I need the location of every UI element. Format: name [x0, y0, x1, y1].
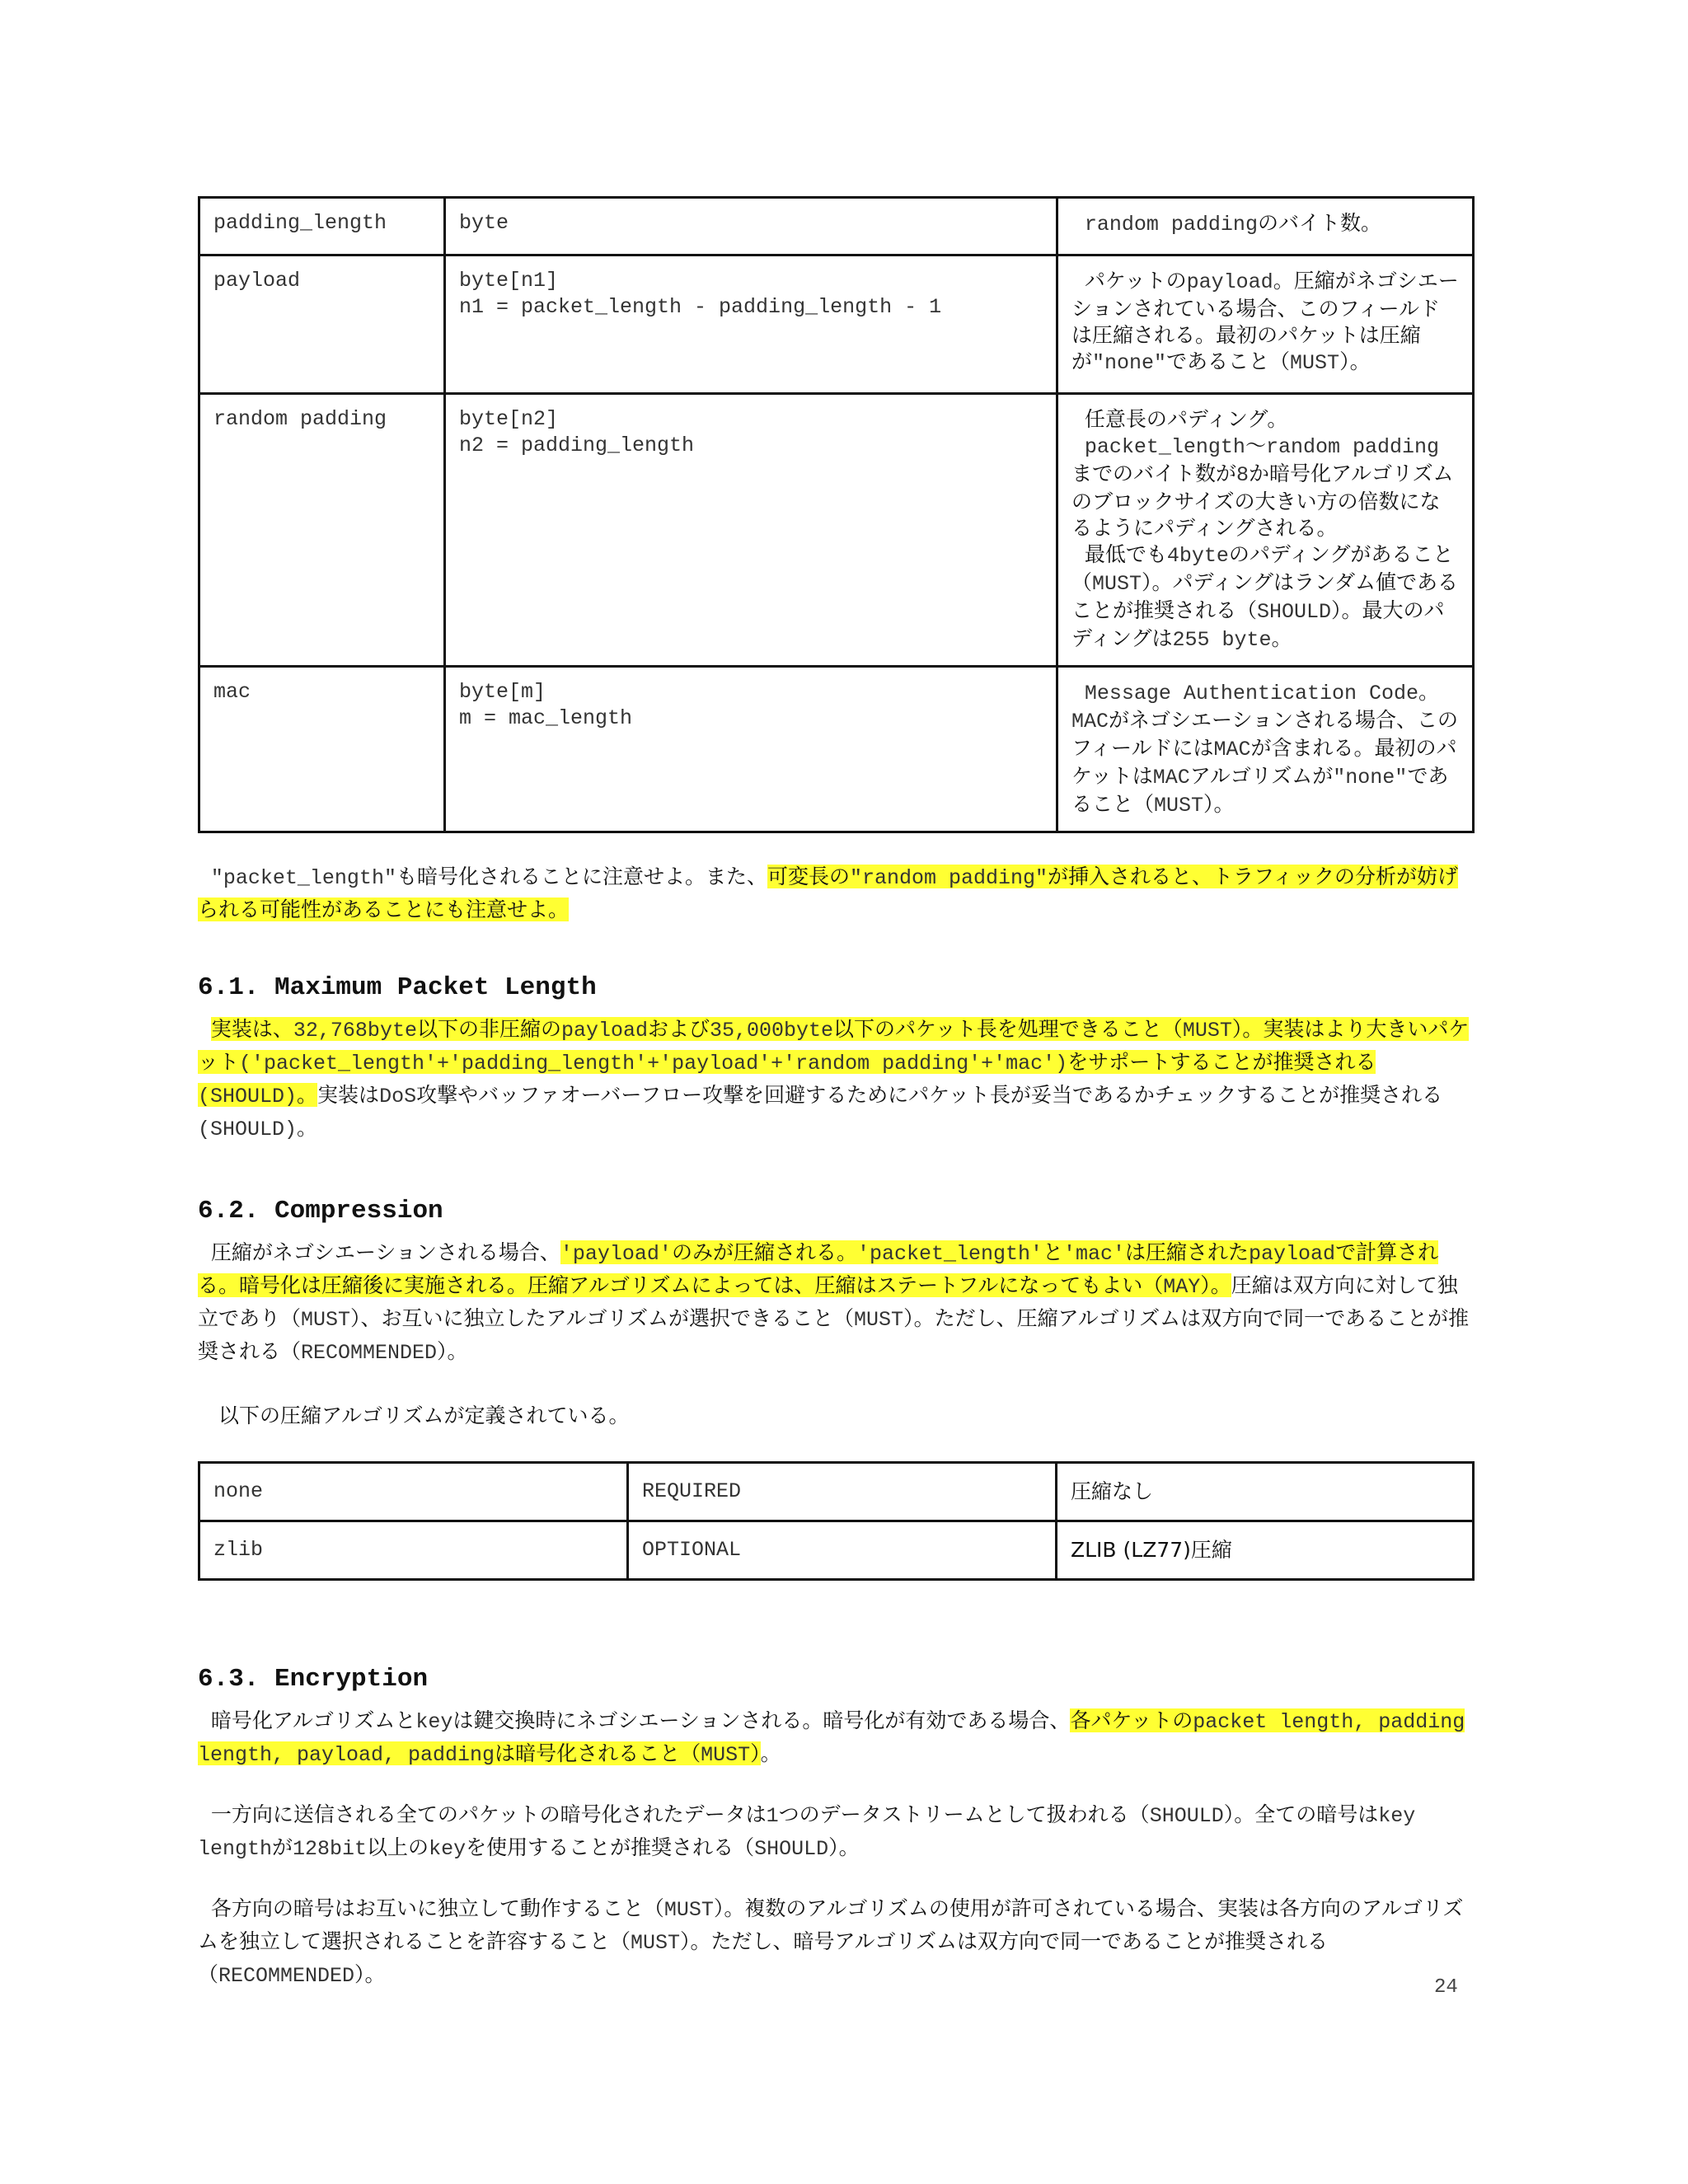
- compression-description: ZLIB (LZ77)圧縮: [1057, 1521, 1474, 1580]
- field-row: [199, 394, 1474, 667]
- compression-row: [199, 1521, 1474, 1580]
- document-page: [198, 196, 1472, 1992]
- compression-table: [198, 1461, 1475, 1581]
- field-name: random padding: [199, 394, 445, 667]
- section-6-3-paragraph-2: 一方向に送信される全てのパケットの暗号化されたデータは1つのデータストリームとして扱われる（SHOULD）。全ての暗号はkey lengthが128bit以上のkeyを使用することが推奨される（SHOULD）。: [198, 1802, 1416, 1861]
- field-description: 任意長のパディング。 packet_length〜random paddingまでのバイト数が8か暗号化アルゴリズムのブロックサイズの大きい方の倍数になるようにパディングされる。 最低でも4byteのパディングがあること（MUST）。パディングはランダム値であることが推奨される（SHOULD）。最大のパディングは255 byte。: [1057, 394, 1474, 667]
- section-6-2-body: 圧縮がネゴシエーションされる場合、'payload'のみが圧縮される。'packet_length'と'mac'は圧縮されたpayloadで計算される。暗号化は圧縮後に実施される。圧縮アルゴリズムによっては、圧縮はステートフルになってもよい（MAY）。圧縮は双方向に対して独立であり（MUST）、お互いに独立したアルゴリズムが選択できること（MUST）。ただし、圧縮アルゴリズムは双方向で同一であることが推奨される（RECOMMENDED）。: [198, 1240, 1470, 1365]
- field-type-line: byte[n2]: [459, 407, 559, 431]
- compression-name: none: [199, 1463, 628, 1521]
- compression-list-intro: 以下の圧縮アルゴリズムが定義されている。: [198, 1404, 630, 1427]
- field-type: [445, 394, 1057, 667]
- section-6-1-body: 実装は、32,768byte以下の非圧縮のpayloadおよび35,000byte以下のパケット長を処理できること（MUST）。実装はより大きいパケット('packet_length'+'padding_length'+'payload'+'random padding'+'mac')をサポートすることが推奨される(SHOULD)。実装はDoS攻撃やバッファオーバーフロー攻撃を回避するためにパケット長が妥当であるかチェックすることが推奨される(SHOULD)。: [198, 1017, 1470, 1141]
- field-type-line: n1 = packet_length - padding_length - 1: [459, 295, 942, 319]
- field-name: payload: [199, 255, 445, 394]
- field-description: random paddingのバイト数。: [1057, 198, 1474, 255]
- field-type: [445, 255, 1057, 394]
- field-name: padding_length: [199, 198, 445, 255]
- field-description: パケットのpayload。圧縮がネゴシエーションされている場合、このフィールドは圧縮される。最初のパケットは圧縮が"none"であること（MUST）。: [1057, 255, 1474, 394]
- field-row: [199, 198, 1474, 255]
- field-type: [445, 667, 1057, 832]
- compression-name: zlib: [199, 1521, 628, 1580]
- field-type: [445, 198, 1057, 255]
- field-type-line: byte[m]: [459, 680, 546, 704]
- section-6-2-title: 6.2. Compression: [198, 1197, 443, 1226]
- packet-note: "packet_length"も暗号化されることに注意せよ。また、可変長の"random padding"が挿入されると、トラフィックの分析が妨げられる可能性があることにも注意せよ。: [198, 865, 1459, 921]
- section-6-3-paragraph-3: 各方向の暗号はお互いに独立して動作すること（MUST）。複数のアルゴリズムの使用が許可されている場合、実装は各方向のアルゴリズムを独立して選択されることを許容すること（MUST）。ただし、暗号アルゴリズムは双方向で同一であることが推奨される（RECOMMENDED）。: [198, 1896, 1464, 1988]
- field-type-line: m = mac_length: [459, 706, 633, 730]
- field-description: Message Authentication Code。MACがネゴシエーションされる場合、このフィールドにはMACが含まれる。最初のパケットはMACアルゴリズムが"none"であること（MUST）。: [1057, 667, 1474, 832]
- field-name: mac: [199, 667, 445, 832]
- field-row: [199, 255, 1474, 394]
- field-type-line: n2 = padding_length: [459, 434, 695, 457]
- field-row: [199, 667, 1474, 832]
- field-type-line: byte[n1]: [459, 269, 559, 293]
- compression-level: OPTIONAL: [628, 1521, 1057, 1580]
- compression-level: REQUIRED: [628, 1463, 1057, 1521]
- section-6-3-title: 6.3. Encryption: [198, 1665, 429, 1694]
- field-type-line: byte: [459, 211, 509, 235]
- section-6-3-paragraph-1: 暗号化アルゴリズムとkeyは鍵交換時にネゴシエーションされる。暗号化が有効である場合、各パケットのpacket length, padding length, payload, paddingは暗号化されること（MUST）。: [198, 1708, 1465, 1767]
- compression-row: [199, 1463, 1474, 1521]
- section-6-1-title: 6.1. Maximum Packet Length: [198, 973, 597, 1002]
- compression-description: 圧縮なし: [1057, 1463, 1474, 1521]
- page-number: 24: [1434, 1976, 1458, 1999]
- packet-field-table: [198, 196, 1475, 833]
